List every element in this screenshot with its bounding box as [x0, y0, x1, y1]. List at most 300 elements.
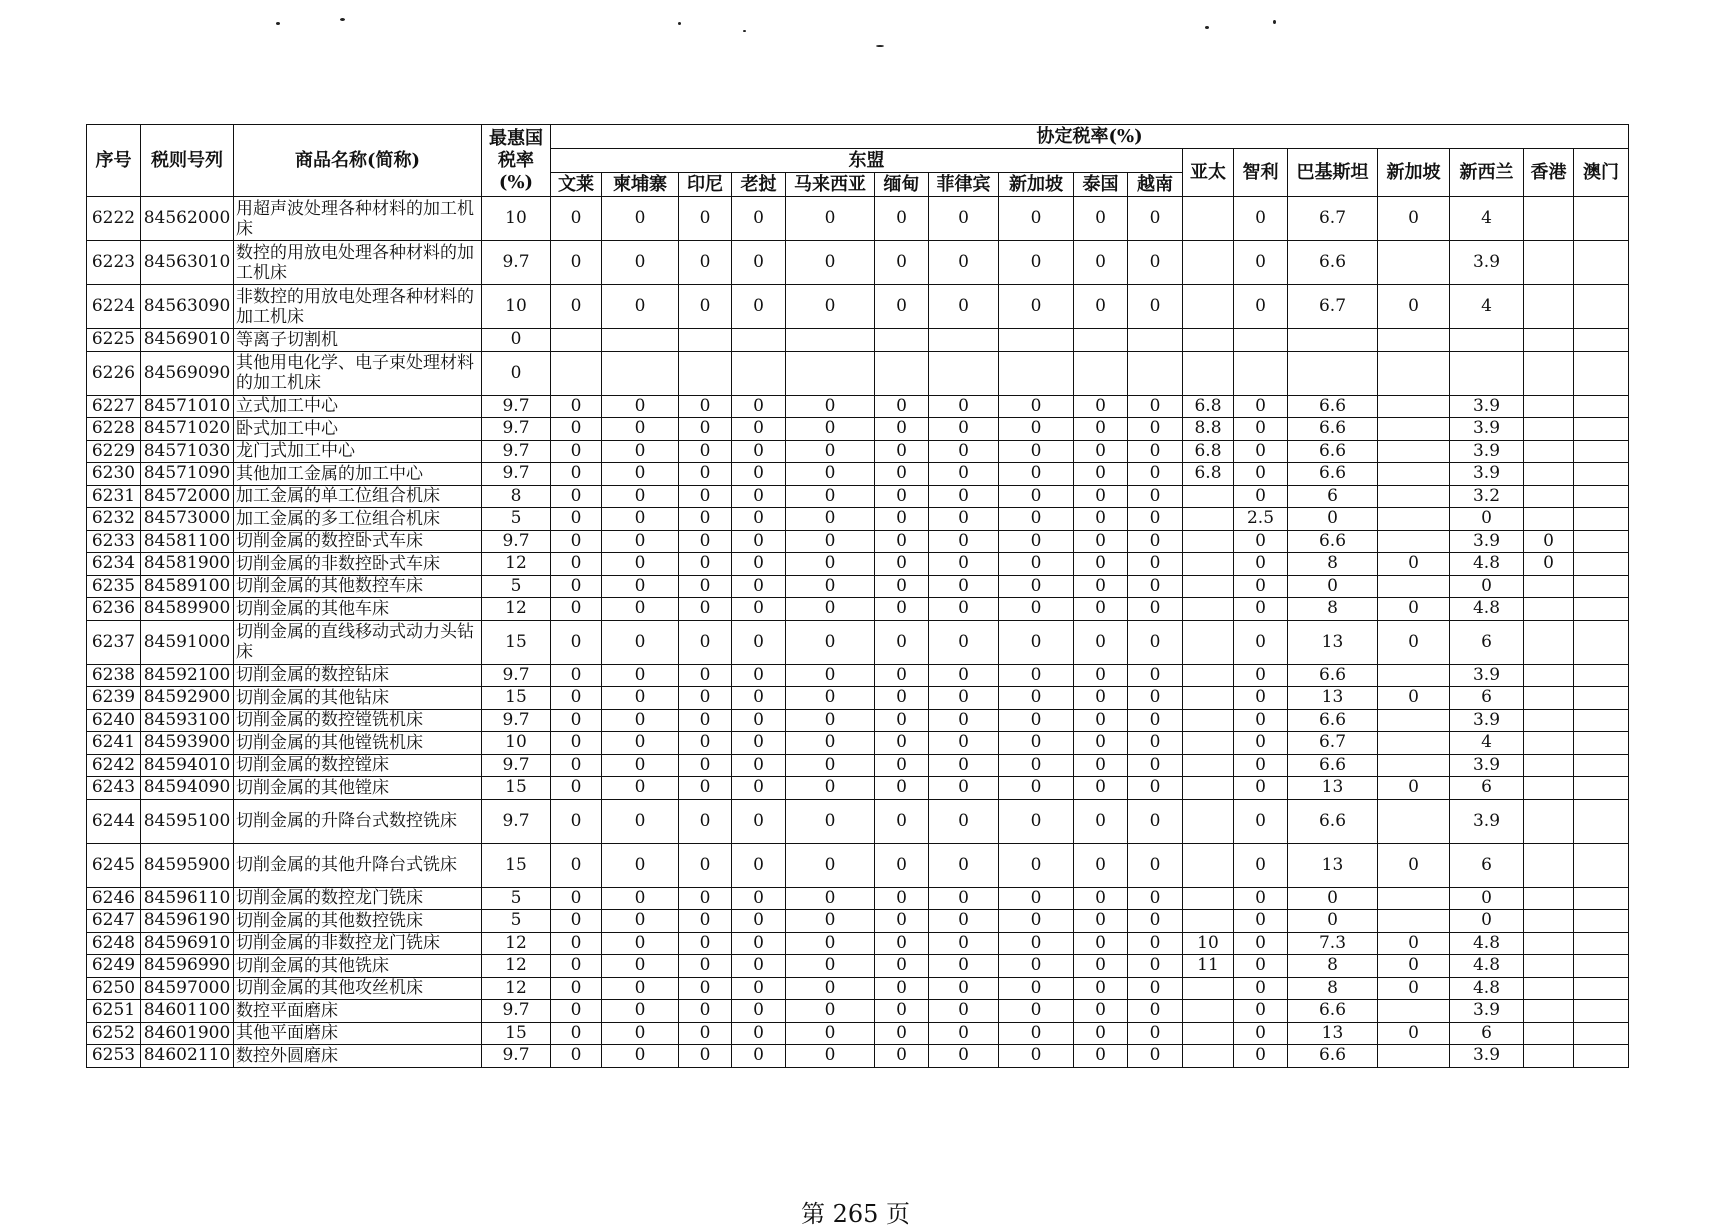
cell-rate: 0	[551, 799, 602, 843]
cell-rate: 0	[1288, 508, 1378, 531]
cell-rate	[1378, 575, 1450, 598]
cell-rate: 0	[929, 598, 999, 621]
cell-name: 切削金属的升降台式数控铣床	[234, 799, 482, 843]
cell-rate: 0	[551, 508, 602, 531]
cell-rate	[1378, 241, 1450, 285]
cell-rate: 0	[786, 440, 875, 463]
cell-rate: 0	[551, 440, 602, 463]
cell-rate: 0	[679, 485, 732, 508]
cell-rate: 0	[551, 732, 602, 755]
cell-rate	[602, 351, 679, 395]
cell-rate	[1574, 395, 1629, 418]
header-philippines: 菲律宾	[929, 173, 999, 197]
cell-rate: 0	[551, 932, 602, 955]
cell-rate	[1183, 799, 1234, 843]
cell-rate: 0	[551, 598, 602, 621]
cell-rate	[1574, 575, 1629, 598]
cell-name: 等离子切割机	[234, 329, 482, 352]
cell-rate	[875, 329, 929, 352]
cell-rate	[1524, 799, 1574, 843]
cell-rate: 0	[786, 687, 875, 710]
cell-rate: 0	[1234, 285, 1288, 329]
cell-name: 加工金属的单工位组合机床	[234, 485, 482, 508]
cell-rate: 0	[732, 955, 786, 978]
cell-rate	[1128, 351, 1183, 395]
cell-rate: 0	[602, 932, 679, 955]
cell-rate: 0	[1378, 1022, 1450, 1045]
cell-rate: 0	[732, 575, 786, 598]
cell-rate: 0	[1378, 687, 1450, 710]
cell-rate: 0	[999, 440, 1074, 463]
cell-rate: 0	[875, 1045, 929, 1068]
cell-rate	[1378, 418, 1450, 441]
cell-name: 切削金属的直线移动式动力头钻床	[234, 620, 482, 664]
table-row	[87, 732, 1629, 755]
cell-rate	[551, 329, 602, 352]
cell-rate: 0	[1234, 687, 1288, 710]
cell-rate: 0	[1074, 887, 1128, 910]
cell-rate: 0	[602, 977, 679, 1000]
cell-rate	[1378, 799, 1450, 843]
cell-rate: 0	[679, 1000, 732, 1023]
cell-rate	[551, 351, 602, 395]
cell-rate	[1574, 530, 1629, 553]
cell-rate	[1574, 329, 1629, 352]
cell-rate: 0	[732, 887, 786, 910]
cell-rate	[1524, 732, 1574, 755]
cell-rate: 8.8	[1183, 418, 1234, 441]
cell-rate: 0	[875, 887, 929, 910]
cell-rate: 0	[1128, 285, 1183, 329]
cell-code: 84596110	[141, 887, 234, 910]
cell-rate	[1524, 754, 1574, 777]
cell-code: 84573000	[141, 508, 234, 531]
cell-rate: 0	[1234, 575, 1288, 598]
cell-rate: 0	[875, 799, 929, 843]
cell-rate: 6	[1450, 777, 1524, 800]
header-asean-singapore: 新加坡	[999, 173, 1074, 197]
cell-rate: 0	[875, 932, 929, 955]
cell-rate: 0	[732, 777, 786, 800]
header-mfn: 最惠国税率(%)	[482, 125, 551, 197]
cell-rate: 0	[999, 285, 1074, 329]
cell-rate	[1524, 932, 1574, 955]
cell-rate	[1183, 329, 1234, 352]
cell-code: 84592900	[141, 687, 234, 710]
cell-code: 84569010	[141, 329, 234, 352]
cell-rate: 0	[1234, 530, 1288, 553]
cell-rate: 0	[1234, 620, 1288, 664]
cell-rate: 0	[875, 485, 929, 508]
cell-rate: 0	[1234, 843, 1288, 887]
cell-rate: 0	[1128, 418, 1183, 441]
cell-rate: 0	[999, 620, 1074, 664]
cell-rate: 0	[1074, 1000, 1128, 1023]
cell-rate: 0	[999, 887, 1074, 910]
cell-rate: 0	[875, 732, 929, 755]
table-row	[87, 197, 1629, 241]
cell-rate: 0	[602, 197, 679, 241]
cell-rate: 0	[1128, 977, 1183, 1000]
cell-rate: 0	[679, 418, 732, 441]
cell-rate: 0	[786, 932, 875, 955]
page-number: 第 265 页	[800, 1200, 911, 1228]
cell-mfn: 9.7	[482, 418, 551, 441]
cell-rate: 0	[1450, 887, 1524, 910]
cell-rate	[1074, 351, 1128, 395]
cell-name: 切削金属的其他升降台式铣床	[234, 843, 482, 887]
cell-rate	[1183, 241, 1234, 285]
header-asean: 东盟	[551, 149, 1183, 173]
cell-rate	[1574, 620, 1629, 664]
cell-rate: 0	[999, 664, 1074, 687]
cell-rate: 0	[732, 241, 786, 285]
cell-rate: 0	[786, 620, 875, 664]
cell-rate: 0	[551, 754, 602, 777]
cell-rate: 6.6	[1288, 664, 1378, 687]
cell-rate	[1183, 598, 1234, 621]
cell-name: 切削金属的其他数控铣床	[234, 910, 482, 933]
cell-code: 84595100	[141, 799, 234, 843]
cell-rate: 0	[602, 508, 679, 531]
cell-rate	[1574, 799, 1629, 843]
cell-rate	[1183, 485, 1234, 508]
cell-seq: 6238	[87, 664, 141, 687]
cell-name: 切削金属的非数控卧式车床	[234, 553, 482, 576]
cell-rate: 0	[1234, 418, 1288, 441]
cell-rate: 0	[929, 1045, 999, 1068]
cell-rate: 0	[875, 977, 929, 1000]
cell-rate	[1524, 285, 1574, 329]
cell-rate: 0	[929, 932, 999, 955]
cell-rate: 0	[786, 418, 875, 441]
cell-rate	[1183, 1022, 1234, 1045]
table-row	[87, 463, 1629, 486]
cell-rate: 0	[1074, 508, 1128, 531]
cell-rate: 0	[679, 687, 732, 710]
cell-rate: 6.6	[1288, 241, 1378, 285]
cell-rate: 0	[1074, 241, 1128, 285]
cell-rate: 0	[732, 1045, 786, 1068]
cell-rate	[1574, 977, 1629, 1000]
cell-rate: 3.9	[1450, 709, 1524, 732]
cell-rate	[1378, 1045, 1450, 1068]
header-malaysia: 马来西亚	[786, 173, 875, 197]
cell-rate: 6.6	[1288, 463, 1378, 486]
cell-code: 84571010	[141, 395, 234, 418]
cell-rate: 0	[875, 463, 929, 486]
cell-rate: 13	[1288, 777, 1378, 800]
cell-seq: 6242	[87, 754, 141, 777]
cell-rate	[1524, 1000, 1574, 1023]
cell-rate: 0	[602, 598, 679, 621]
cell-rate: 0	[929, 285, 999, 329]
table-row	[87, 485, 1629, 508]
cell-rate: 0	[999, 732, 1074, 755]
cell-rate: 0	[1234, 440, 1288, 463]
cell-rate: 0	[875, 285, 929, 329]
cell-rate: 0	[1378, 598, 1450, 621]
cell-rate: 0	[1234, 1022, 1288, 1045]
cell-rate: 0	[786, 463, 875, 486]
cell-rate: 0	[551, 977, 602, 1000]
cell-rate: 0	[1074, 463, 1128, 486]
cell-rate: 0	[1128, 1045, 1183, 1068]
cell-rate: 0	[679, 553, 732, 576]
table-row	[87, 620, 1629, 664]
cell-name: 切削金属的其他攻丝机床	[234, 977, 482, 1000]
cell-mfn: 9.7	[482, 241, 551, 285]
header-singapore: 新加坡	[1378, 149, 1450, 197]
cell-rate	[1378, 709, 1450, 732]
cell-rate: 0	[551, 887, 602, 910]
cell-rate	[1524, 910, 1574, 933]
cell-rate: 4.8	[1450, 598, 1524, 621]
cell-code: 84602110	[141, 1045, 234, 1068]
cell-rate: 0	[786, 1022, 875, 1045]
cell-seq: 6222	[87, 197, 141, 241]
cell-rate: 0	[732, 553, 786, 576]
cell-code: 84601900	[141, 1022, 234, 1045]
cell-rate: 0	[602, 620, 679, 664]
cell-rate: 0	[1074, 687, 1128, 710]
cell-mfn: 15	[482, 1022, 551, 1045]
cell-rate	[1524, 598, 1574, 621]
cell-rate: 4.8	[1450, 932, 1524, 955]
cell-rate	[1574, 351, 1629, 395]
cell-mfn: 12	[482, 955, 551, 978]
cell-rate: 0	[1234, 910, 1288, 933]
cell-rate: 0	[602, 440, 679, 463]
cell-rate: 0	[551, 463, 602, 486]
cell-rate: 0	[786, 508, 875, 531]
cell-rate: 0	[551, 1000, 602, 1023]
cell-name: 立式加工中心	[234, 395, 482, 418]
cell-code: 84589100	[141, 575, 234, 598]
cell-name: 切削金属的其他数控车床	[234, 575, 482, 598]
cell-rate: 0	[1128, 1000, 1183, 1023]
cell-rate: 0	[1074, 395, 1128, 418]
cell-rate: 3.9	[1450, 799, 1524, 843]
cell-rate: 6	[1450, 1022, 1524, 1045]
cell-rate	[1524, 620, 1574, 664]
cell-rate	[1450, 329, 1524, 352]
cell-rate	[786, 329, 875, 352]
cell-rate	[999, 351, 1074, 395]
cell-rate: 0	[732, 1022, 786, 1045]
cell-seq: 6225	[87, 329, 141, 352]
cell-seq: 6248	[87, 932, 141, 955]
cell-rate: 0	[1288, 575, 1378, 598]
cell-rate: 0	[732, 977, 786, 1000]
cell-rate	[1524, 440, 1574, 463]
cell-rate: 0	[1128, 620, 1183, 664]
cell-seq: 6226	[87, 351, 141, 395]
cell-mfn: 12	[482, 977, 551, 1000]
cell-rate: 0	[1074, 575, 1128, 598]
cell-rate: 0	[786, 1045, 875, 1068]
header-name: 商品名称(简称)	[234, 125, 482, 197]
cell-rate: 0	[1450, 910, 1524, 933]
cell-rate: 0	[1234, 395, 1288, 418]
cell-mfn: 0	[482, 329, 551, 352]
cell-rate: 0	[929, 197, 999, 241]
cell-rate: 0	[786, 709, 875, 732]
cell-rate: 0	[1234, 485, 1288, 508]
cell-rate: 0	[786, 553, 875, 576]
cell-rate: 0	[1074, 664, 1128, 687]
cell-seq: 6253	[87, 1045, 141, 1068]
cell-rate	[1378, 664, 1450, 687]
cell-name: 切削金属的数控龙门铣床	[234, 887, 482, 910]
cell-rate: 0	[602, 485, 679, 508]
cell-rate: 3.9	[1450, 664, 1524, 687]
cell-mfn: 12	[482, 553, 551, 576]
cell-mfn: 9.7	[482, 754, 551, 777]
cell-mfn: 12	[482, 932, 551, 955]
cell-rate: 0	[551, 241, 602, 285]
cell-code: 84562000	[141, 197, 234, 241]
cell-mfn: 9.7	[482, 440, 551, 463]
tariff-table	[86, 124, 1629, 1068]
cell-rate: 0	[786, 887, 875, 910]
cell-seq: 6252	[87, 1022, 141, 1045]
cell-rate: 0	[732, 508, 786, 531]
table-row	[87, 777, 1629, 800]
cell-rate: 0	[1234, 777, 1288, 800]
table-row	[87, 887, 1629, 910]
cell-rate: 0	[1378, 285, 1450, 329]
cell-rate	[1378, 910, 1450, 933]
cell-rate: 0	[1234, 553, 1288, 576]
cell-rate: 0	[679, 575, 732, 598]
cell-rate: 0	[929, 777, 999, 800]
cell-seq: 6246	[87, 887, 141, 910]
cell-rate	[1288, 329, 1378, 352]
cell-rate: 0	[999, 530, 1074, 553]
cell-seq: 6229	[87, 440, 141, 463]
cell-rate: 0	[602, 910, 679, 933]
cell-rate: 0	[1074, 197, 1128, 241]
table-header	[87, 125, 1629, 197]
cell-mfn: 9.7	[482, 395, 551, 418]
cell-rate: 0	[679, 910, 732, 933]
cell-rate: 0	[732, 463, 786, 486]
cell-rate: 0	[551, 955, 602, 978]
cell-rate: 0	[875, 843, 929, 887]
cell-rate: 0	[602, 687, 679, 710]
cell-mfn: 15	[482, 843, 551, 887]
cell-rate	[1574, 777, 1629, 800]
cell-rate: 0	[999, 197, 1074, 241]
table-row	[87, 932, 1629, 955]
cell-rate: 13	[1288, 843, 1378, 887]
cell-rate	[602, 329, 679, 352]
cell-mfn: 5	[482, 508, 551, 531]
cell-rate	[732, 351, 786, 395]
cell-rate: 0	[875, 598, 929, 621]
cell-rate: 0	[875, 754, 929, 777]
cell-rate	[1524, 977, 1574, 1000]
cell-rate: 0	[551, 1022, 602, 1045]
cell-rate: 0	[999, 977, 1074, 1000]
cell-rate: 0	[999, 843, 1074, 887]
cell-rate: 3.9	[1450, 754, 1524, 777]
cell-rate	[1183, 777, 1234, 800]
cell-rate: 0	[732, 285, 786, 329]
cell-rate: 0	[1234, 1045, 1288, 1068]
cell-rate	[1524, 197, 1574, 241]
cell-rate: 0	[929, 395, 999, 418]
cell-name: 切削金属的其他钻床	[234, 687, 482, 710]
cell-mfn: 10	[482, 285, 551, 329]
cell-rate: 0	[999, 955, 1074, 978]
cell-rate: 0	[999, 709, 1074, 732]
cell-code: 84563090	[141, 285, 234, 329]
cell-rate: 0	[679, 508, 732, 531]
cell-rate: 0	[732, 485, 786, 508]
cell-mfn: 9.7	[482, 799, 551, 843]
cell-mfn: 10	[482, 197, 551, 241]
header-agreement: 协定税率(%)	[551, 125, 1629, 149]
cell-rate: 0	[1128, 1022, 1183, 1045]
cell-rate: 0	[1234, 955, 1288, 978]
cell-rate: 0	[1128, 440, 1183, 463]
cell-rate: 0	[1128, 463, 1183, 486]
cell-rate: 0	[1234, 977, 1288, 1000]
cell-rate	[1288, 351, 1378, 395]
cell-rate: 0	[786, 732, 875, 755]
cell-rate: 0	[875, 530, 929, 553]
cell-rate: 0	[786, 395, 875, 418]
cell-rate: 0	[1234, 732, 1288, 755]
cell-rate: 0	[1128, 910, 1183, 933]
table-row	[87, 910, 1629, 933]
cell-rate: 0	[875, 664, 929, 687]
cell-rate: 6	[1450, 687, 1524, 710]
cell-rate	[1183, 530, 1234, 553]
cell-rate: 0	[732, 418, 786, 441]
cell-seq: 6233	[87, 530, 141, 553]
cell-rate: 0	[1128, 932, 1183, 955]
cell-rate: 0	[1234, 799, 1288, 843]
cell-rate: 0	[786, 777, 875, 800]
cell-rate: 0	[1234, 754, 1288, 777]
cell-rate	[1378, 1000, 1450, 1023]
cell-rate	[1524, 887, 1574, 910]
cell-rate	[1183, 687, 1234, 710]
table-row	[87, 709, 1629, 732]
cell-rate: 3.9	[1450, 241, 1524, 285]
cell-rate	[1183, 285, 1234, 329]
cell-rate	[1574, 955, 1629, 978]
cell-mfn: 10	[482, 732, 551, 755]
cell-rate: 0	[1378, 932, 1450, 955]
cell-code: 84589900	[141, 598, 234, 621]
cell-rate: 0	[786, 1000, 875, 1023]
cell-rate	[1574, 418, 1629, 441]
cell-rate: 0	[1128, 664, 1183, 687]
cell-seq: 6237	[87, 620, 141, 664]
cell-rate: 6.6	[1288, 418, 1378, 441]
cell-rate: 0	[929, 241, 999, 285]
cell-rate: 3.9	[1450, 1000, 1524, 1023]
cell-rate: 0	[679, 463, 732, 486]
cell-rate: 0	[1074, 1045, 1128, 1068]
cell-rate	[1183, 575, 1234, 598]
cell-rate: 0	[1234, 598, 1288, 621]
cell-rate: 0	[1378, 620, 1450, 664]
